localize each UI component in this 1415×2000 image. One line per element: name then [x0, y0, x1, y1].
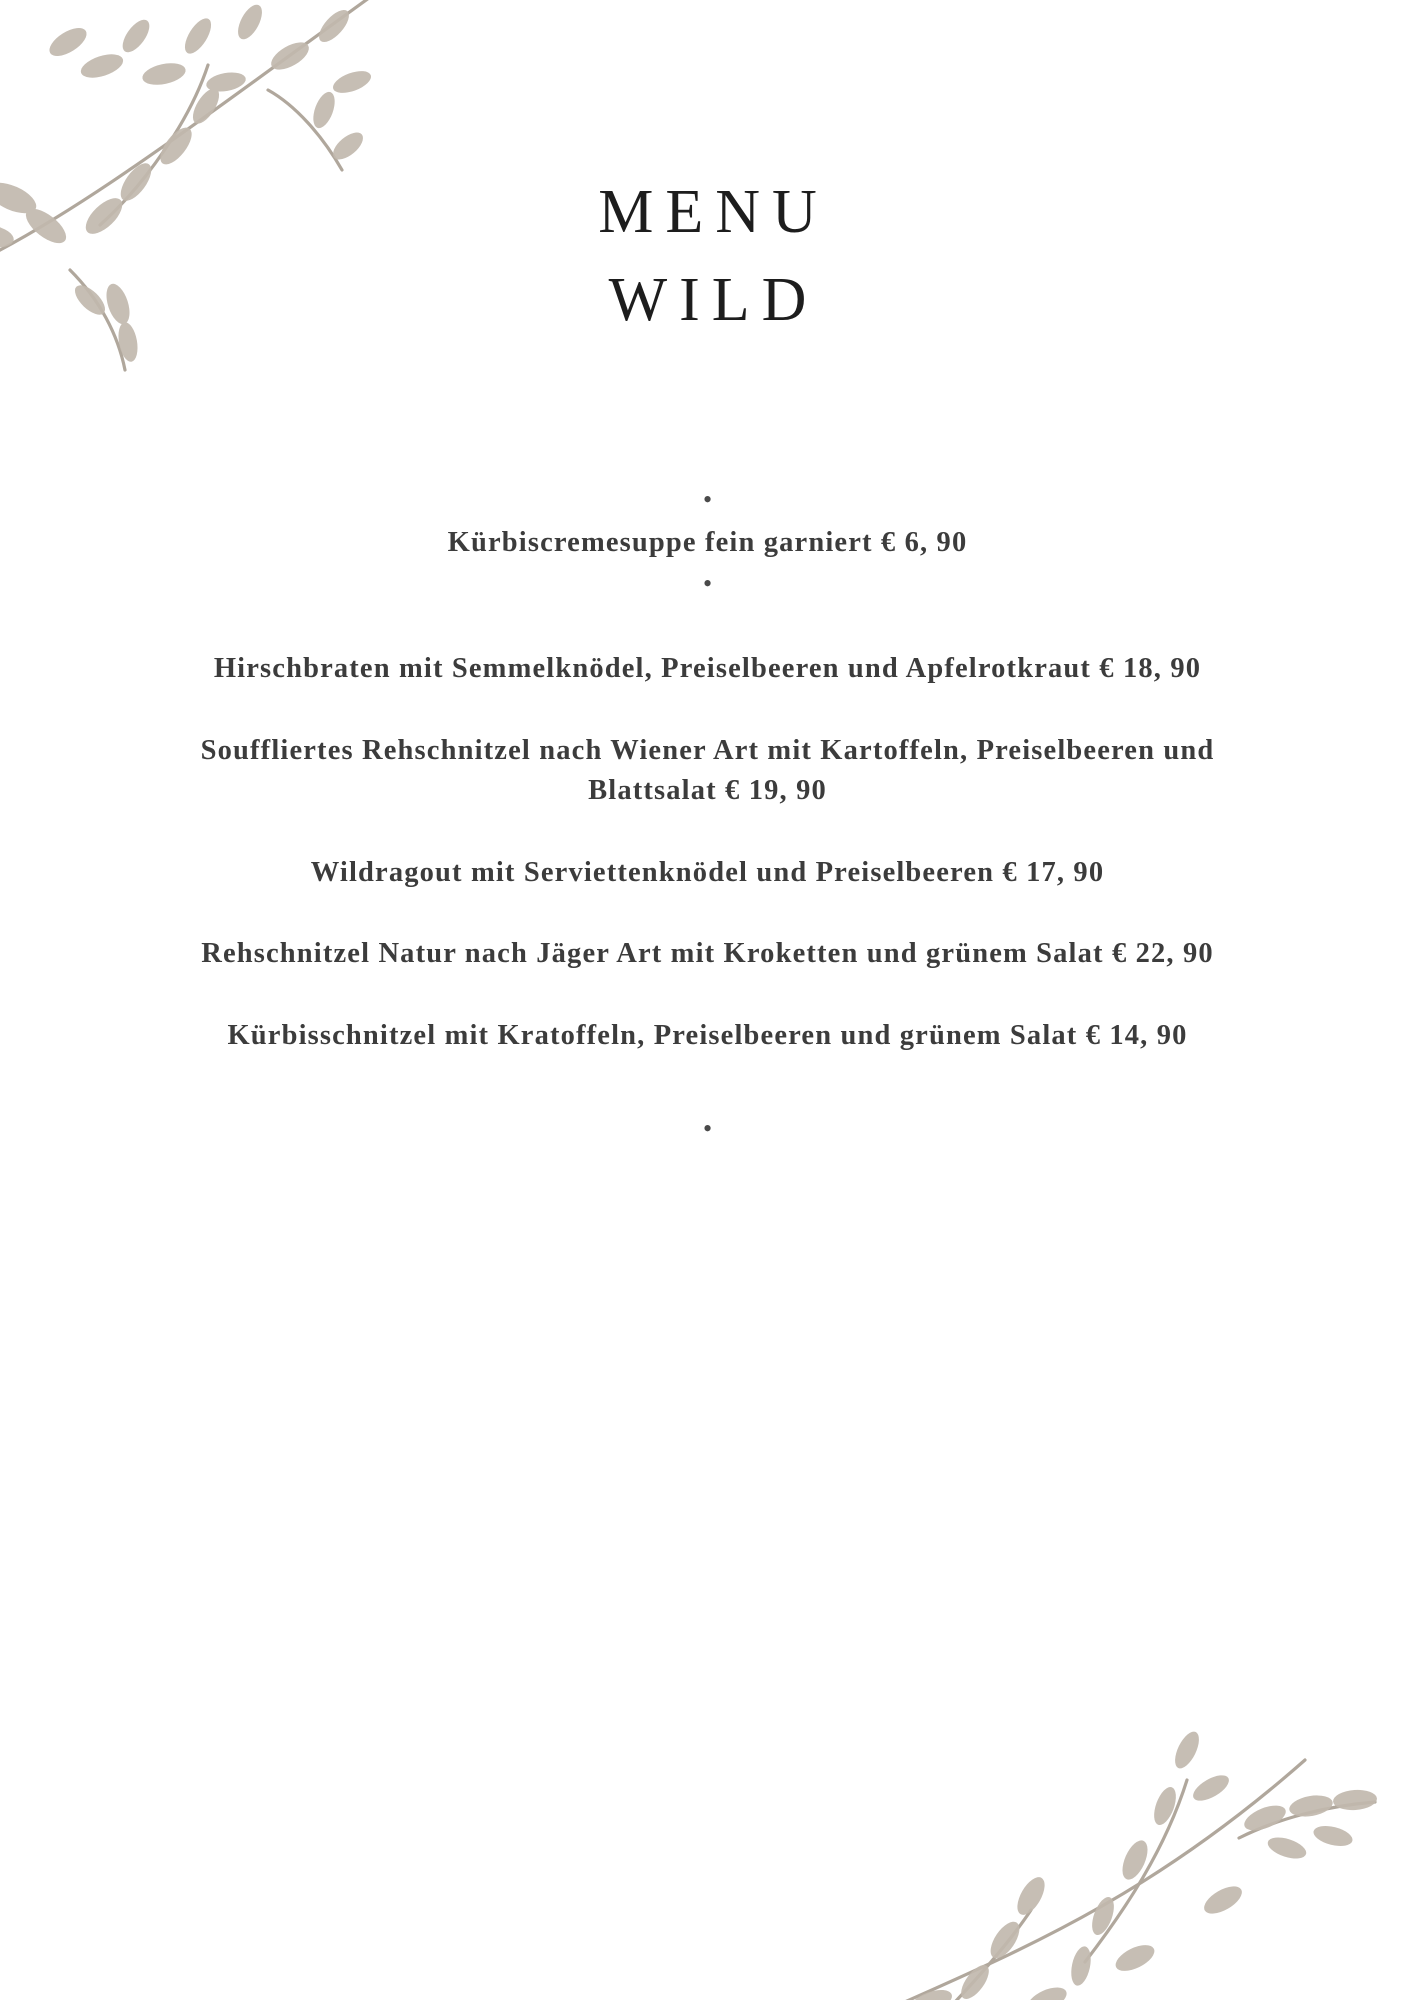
spacer [0, 1056, 1415, 1116]
menu-item-row: Kürbisschnitzel mit Kratoffeln, Preiselbeeren und grünem Salat € 14, 90 [227, 1019, 1188, 1051]
divider-dot-top: • [702, 485, 713, 514]
menu-item-row: Rehschnitzel Natur nach Jäger Art mit Kroketten und grünem Salat € 22, 90 [201, 938, 1214, 970]
title-line-menu: MENU [598, 178, 829, 246]
spacer [0, 601, 1415, 649]
menu-item-soup: Kürbiscremesuppe fein garniert € 6, 90 [447, 527, 968, 558]
divider-dot-middle: • [702, 569, 713, 599]
menu-item-row: Souffliertes Rehschnitzel nach Wiener Art mit Kartoffeln, Preiselbeeren und Blattsalat € 19, 90 [200, 734, 1215, 807]
menu-items-list [0, 487, 1415, 1142]
page-title [0, 168, 1415, 344]
menu-item-row: Hirschbraten mit Semmelknödel, Preiselbeeren und Apfelrotkraut € 18, 90 [213, 653, 1202, 685]
menu-item-row: Wildragout mit Serviettenknödel und Preiselbeeren € 17, 90 [310, 856, 1105, 888]
title-line-wild: WILD [608, 266, 819, 335]
botanical-branch-bottom-right-icon [835, 1610, 1415, 2000]
divider-dot-bottom: • [702, 1114, 713, 1144]
